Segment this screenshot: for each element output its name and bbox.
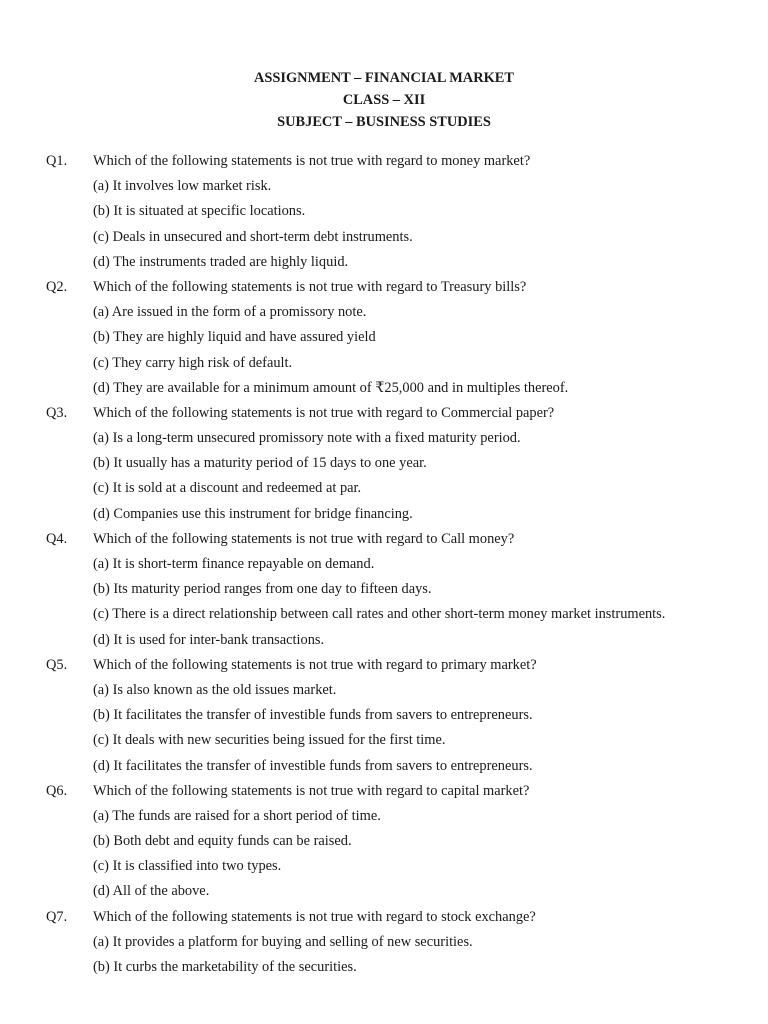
- question-list: [0, 149, 768, 980]
- option-item: [0, 879, 768, 904]
- option-item: [0, 577, 768, 602]
- option-item: [0, 174, 768, 199]
- class-label: CLASS – XII: [342, 92, 426, 108]
- question-item: [0, 275, 768, 300]
- option-text: (a) It involves low market risk.: [93, 178, 272, 195]
- assignment-title: ASSIGNMENT – FINANCIAL MARKET: [253, 70, 514, 86]
- option-text: (b) They are highly liquid and have assured yield: [93, 329, 376, 346]
- option-item: [0, 829, 768, 854]
- option-text: (c) It is classified into two types.: [93, 858, 282, 875]
- question-text: Which of the following statements is not true with regard to Call money?: [93, 530, 515, 547]
- option-text: (c) It deals with new securities being issued for the first time.: [93, 732, 446, 749]
- option-item: [0, 930, 768, 955]
- option-text: (d) The instruments traded are highly liquid.: [93, 253, 349, 270]
- option-item: [0, 955, 768, 980]
- option-item: [0, 804, 768, 829]
- option-item: [0, 678, 768, 703]
- question-item: [0, 401, 768, 426]
- option-text: (a) It is short-term finance repayable on demand.: [93, 556, 375, 572]
- option-item: [0, 476, 768, 501]
- option-text: (a) Are issued in the form of a promissory note.: [93, 304, 367, 321]
- option-text: (a) Is a long-term unsecured promissory note with a fixed maturity period.: [93, 430, 521, 447]
- option-item: [0, 754, 768, 779]
- option-item: [0, 426, 768, 451]
- question-text: Which of the following statements is not true with regard to Commercial paper?: [93, 404, 555, 421]
- option-item: [0, 728, 768, 753]
- option-item: [0, 376, 768, 401]
- option-text: (d) They are available for a minimum amount of ₹25,000 and in multiples thereof.: [93, 379, 569, 396]
- option-text: (d) Companies use this instrument for bridge financing.: [93, 505, 413, 522]
- question-number: Q6.: [46, 782, 68, 799]
- question-number: Q2.: [46, 278, 68, 295]
- option-text: (c) There is a direct relationship between call rates and other short-term money market instruments.: [93, 606, 666, 623]
- question-text: Which of the following statements is not true with regard to stock exchange?: [93, 908, 536, 925]
- option-text: (d) It is used for inter-bank transactions.: [93, 631, 325, 648]
- question-text: Which of the following statements is not true with regard to money market?: [93, 153, 531, 169]
- option-item: [0, 300, 768, 325]
- question-number: Q5.: [46, 656, 68, 673]
- question-number: Q7.: [46, 908, 68, 925]
- option-text: (a) Is also known as the old issues market.: [93, 681, 337, 698]
- document-header: [0, 67, 768, 133]
- option-item: [0, 225, 768, 250]
- option-item: [0, 451, 768, 476]
- question-text: Which of the following statements is not true with regard to capital market?: [93, 782, 530, 799]
- option-item: [0, 325, 768, 350]
- option-text: (a) It provides a platform for buying and selling of new securities.: [93, 933, 473, 950]
- question-item: [0, 653, 768, 678]
- option-item: [0, 250, 768, 275]
- option-text: (b) Both debt and equity funds can be raised.: [93, 833, 352, 850]
- option-text: (d) It facilitates the transfer of investible funds from savers to entrepreneurs.: [93, 757, 533, 774]
- question-number: Q3.: [46, 404, 68, 421]
- question-item: [0, 779, 768, 804]
- option-text: (c) It is sold at a discount and redeemed at par.: [93, 480, 362, 497]
- option-text: (c) Deals in unsecured and short-term debt instruments.: [93, 228, 413, 245]
- question-number: Q1.: [46, 153, 68, 169]
- option-text: (c) They carry high risk of default.: [93, 354, 293, 371]
- option-item: [0, 502, 768, 527]
- option-item: [0, 628, 768, 653]
- option-text: (a) The funds are raised for a short period of time.: [93, 807, 381, 824]
- option-text: (d) All of the above.: [93, 883, 210, 900]
- option-item: [0, 703, 768, 728]
- subject-label: SUBJECT – BUSINESS STUDIES: [277, 114, 491, 130]
- question-item: [0, 905, 768, 930]
- question-item: [0, 527, 768, 552]
- option-item: [0, 602, 768, 627]
- question-item: [0, 149, 768, 174]
- option-text: (b) It usually has a maturity period of 15 days to one year.: [93, 455, 427, 472]
- question-number: Q4.: [46, 530, 68, 547]
- question-text: Which of the following statements is not true with regard to Treasury bills?: [93, 278, 527, 295]
- option-text: (b) It curbs the marketability of the securities.: [93, 959, 357, 975]
- option-text: (b) It facilitates the transfer of investible funds from savers to entrepreneurs.: [93, 707, 533, 724]
- option-item: [0, 854, 768, 879]
- option-item: [0, 552, 768, 577]
- option-item: [0, 351, 768, 376]
- option-text: (b) It is situated at specific locations.: [93, 203, 306, 220]
- question-text: Which of the following statements is not true with regard to primary market?: [93, 656, 537, 673]
- option-text: (b) Its maturity period ranges from one day to fifteen days.: [93, 581, 432, 598]
- option-item: [0, 199, 768, 224]
